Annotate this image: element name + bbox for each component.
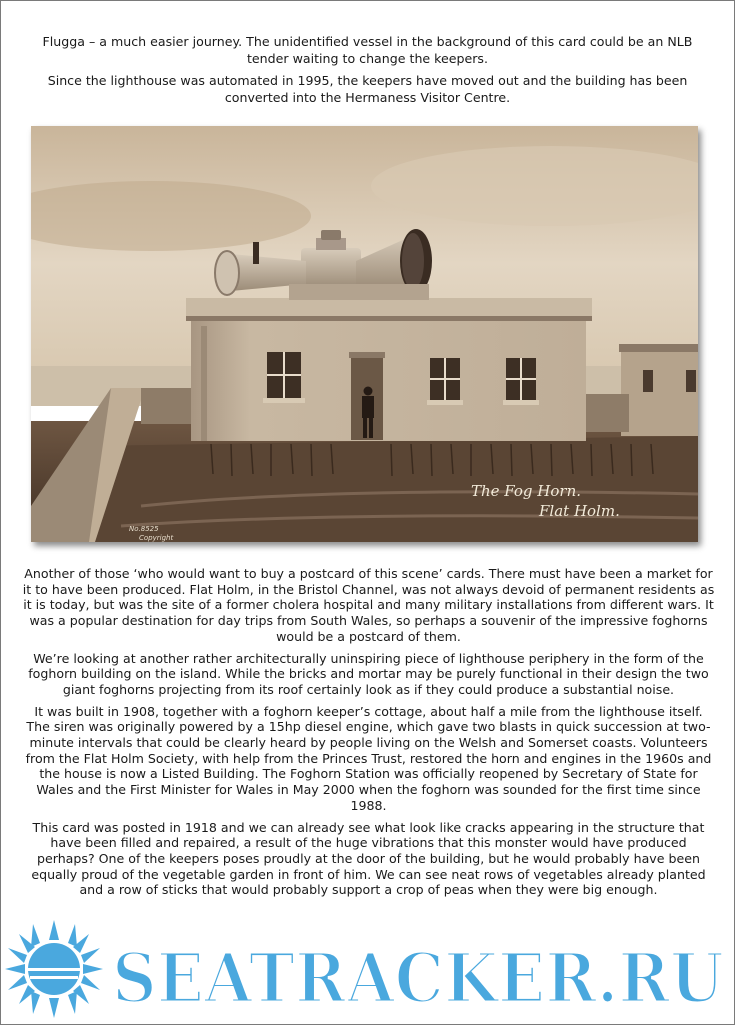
postcard-number: No.8525 xyxy=(129,525,159,533)
article-body xyxy=(22,566,715,904)
watermark-text: SEATRACKER.RU xyxy=(112,939,724,1019)
fog-horn-postcard-photo xyxy=(31,126,698,542)
intro-paragraph: Flugga – a much easier journey. The unidentified vessel in the background of this card could be an NLB tender waiting to change the keepers. xyxy=(42,34,693,66)
intro-text xyxy=(30,34,705,112)
postcard-caption-place: Flat Holm. xyxy=(539,502,620,520)
body-paragraph: This card was posted in 1918 and we can already see what look like cracks appearing in the structure that have been filled and repaired, a result of the huge vibrations that this monster would have produced perhaps? One of the keepers poses proudly at the door of the building, but he would probably have been equally proud of the vegetable garden in front of him. We can see neat rows of vegetables already planted and a row of sticks that would probably support a crop of peas when they were big enough. xyxy=(31,819,706,898)
intro-paragraph: Since the lighthouse was automated in 1995, the keepers have moved out and the building has been converted into the Hermaness Visitor Centre. xyxy=(47,73,688,105)
body-paragraph: We’re looking at another rather architecturally uninspiring piece of lighthouse periphery in the form of the foghorn building on the island. While the bricks and mortar may be purely functional in their design the two giant foghorns projecting from its roof certainly look as if they could produce a substantial noise. xyxy=(28,650,709,697)
postcard-copyright: Copyright xyxy=(139,534,174,542)
seatracker-watermark xyxy=(0,920,735,1020)
body-paragraph: It was built in 1908, together with a foghorn keeper’s cottage, about half a mile from the lighthouse itself. The siren was originally powered by a 15hp diesel engine, which gave two blasts in quick succession at two-minute intervals that could be clearly heard by people living on the Welsh and Somerset coasts. Volunteers from the Flat Holm Society, with help from the Princes Trust, restored the horn and engines in the 1960s and the house is now a Listed Building. The Foghorn Station was officially reopened by Secretary of State for Wales and the First Minister for Wales in May 2000 when the foghorn was sounded for the first time since 1988. xyxy=(25,703,712,813)
body-paragraph: Another of those ‘who would want to buy a postcard of this scene’ cards. There must have been a market for it to have been produced. Flat Holm, in the Bristol Channel, was not always devoid of permanent residents as it is today, but was the site of a former cholera hospital and many military installations from different wars. It was a popular destination for day trips from South Wales, so perhaps a souvenir of the impressive foghorns would be a postcard of them. xyxy=(22,566,715,644)
postcard-caption-title: The Fog Horn. xyxy=(471,482,582,500)
